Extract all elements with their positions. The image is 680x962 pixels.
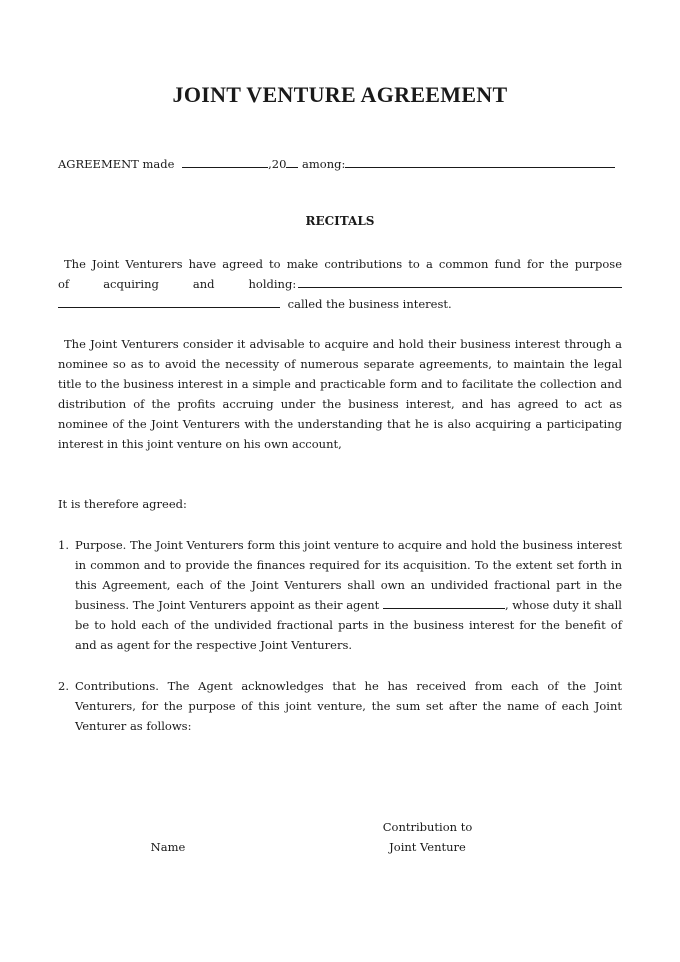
- clause-purpose: [58, 535, 622, 655]
- clause-contributions: [58, 676, 622, 736]
- clause-number: 2.: [58, 679, 69, 693]
- therefore-agreed: It is therefore agreed:: [58, 497, 187, 511]
- business-interest-label: called the business interest.: [287, 297, 452, 311]
- clause-text-before: Purpose. The Joint Venturers form this joint venture to acquire and hold the business interest in common and to provide the finances required for its acquisition. To the extent set forth in this Agreement, each of the Joint Venturers shall own an undivided fractional part in the business. The Joint Venturers appoint as their agent: [75, 538, 622, 612]
- holding-blank: [298, 274, 622, 288]
- business-interest-blank: [58, 294, 280, 308]
- document-title: JOINT VENTURE AGREEMENT: [172, 82, 508, 107]
- year-blank: [286, 154, 298, 168]
- contribution-header-line-2: Joint Venture: [389, 840, 466, 854]
- among-label: among:: [302, 157, 346, 171]
- recitals-heading: RECITALS: [305, 214, 375, 228]
- recital-1-line-3: [58, 294, 622, 314]
- contribution-column-header: [360, 817, 495, 857]
- recital-1-line-1: The Joint Venturers have agreed to make contributions to a common fund for the purpose: [64, 257, 622, 271]
- name-column-header: Name: [150, 840, 186, 854]
- recital-word: of: [58, 277, 70, 291]
- clause-text: [75, 535, 622, 655]
- clause-text-after: , whose duty it shall be to hold each of the undivided fractional parts in the business interest for the benefit of and as agent for the respective Joint Venturers.: [75, 598, 622, 652]
- agreement-made-label: AGREEMENT made: [58, 157, 175, 171]
- agent-blank: [383, 595, 505, 609]
- recital-word: acquiring: [103, 277, 159, 291]
- year-prefix: ,20: [268, 157, 287, 171]
- recital-1-line-2: [58, 274, 622, 294]
- contribution-header-line-1: Contribution to: [382, 820, 473, 834]
- agreement-line: [58, 154, 622, 174]
- recital-word: holding:: [248, 277, 297, 291]
- clause-text: Contributions. The Agent acknowledges that he has received from each of the Joint Venturers, for the purpose of this joint venture, the sum set after the name of each Joint Venturer as follows:: [75, 679, 622, 733]
- recital-word: and: [192, 277, 215, 291]
- date-blank: [182, 154, 268, 168]
- recital-paragraph-2: The Joint Venturers consider it advisable to acquire and hold their business interest through a nominee so as to avoid the necessity of numerous separate agreements, to maintain the legal title to the business interest in a simple and practicable form and to facilitate the collection and distribution of the profits accruing under the business interest, and has agreed to act as nominee of the Joint Venturers with the understanding that he is also acquiring a participating interest in this joint venture on his own account,: [58, 337, 622, 451]
- recital-paragraph-1: [58, 254, 622, 314]
- clause-number: 1.: [58, 538, 69, 552]
- among-blank: [345, 154, 615, 168]
